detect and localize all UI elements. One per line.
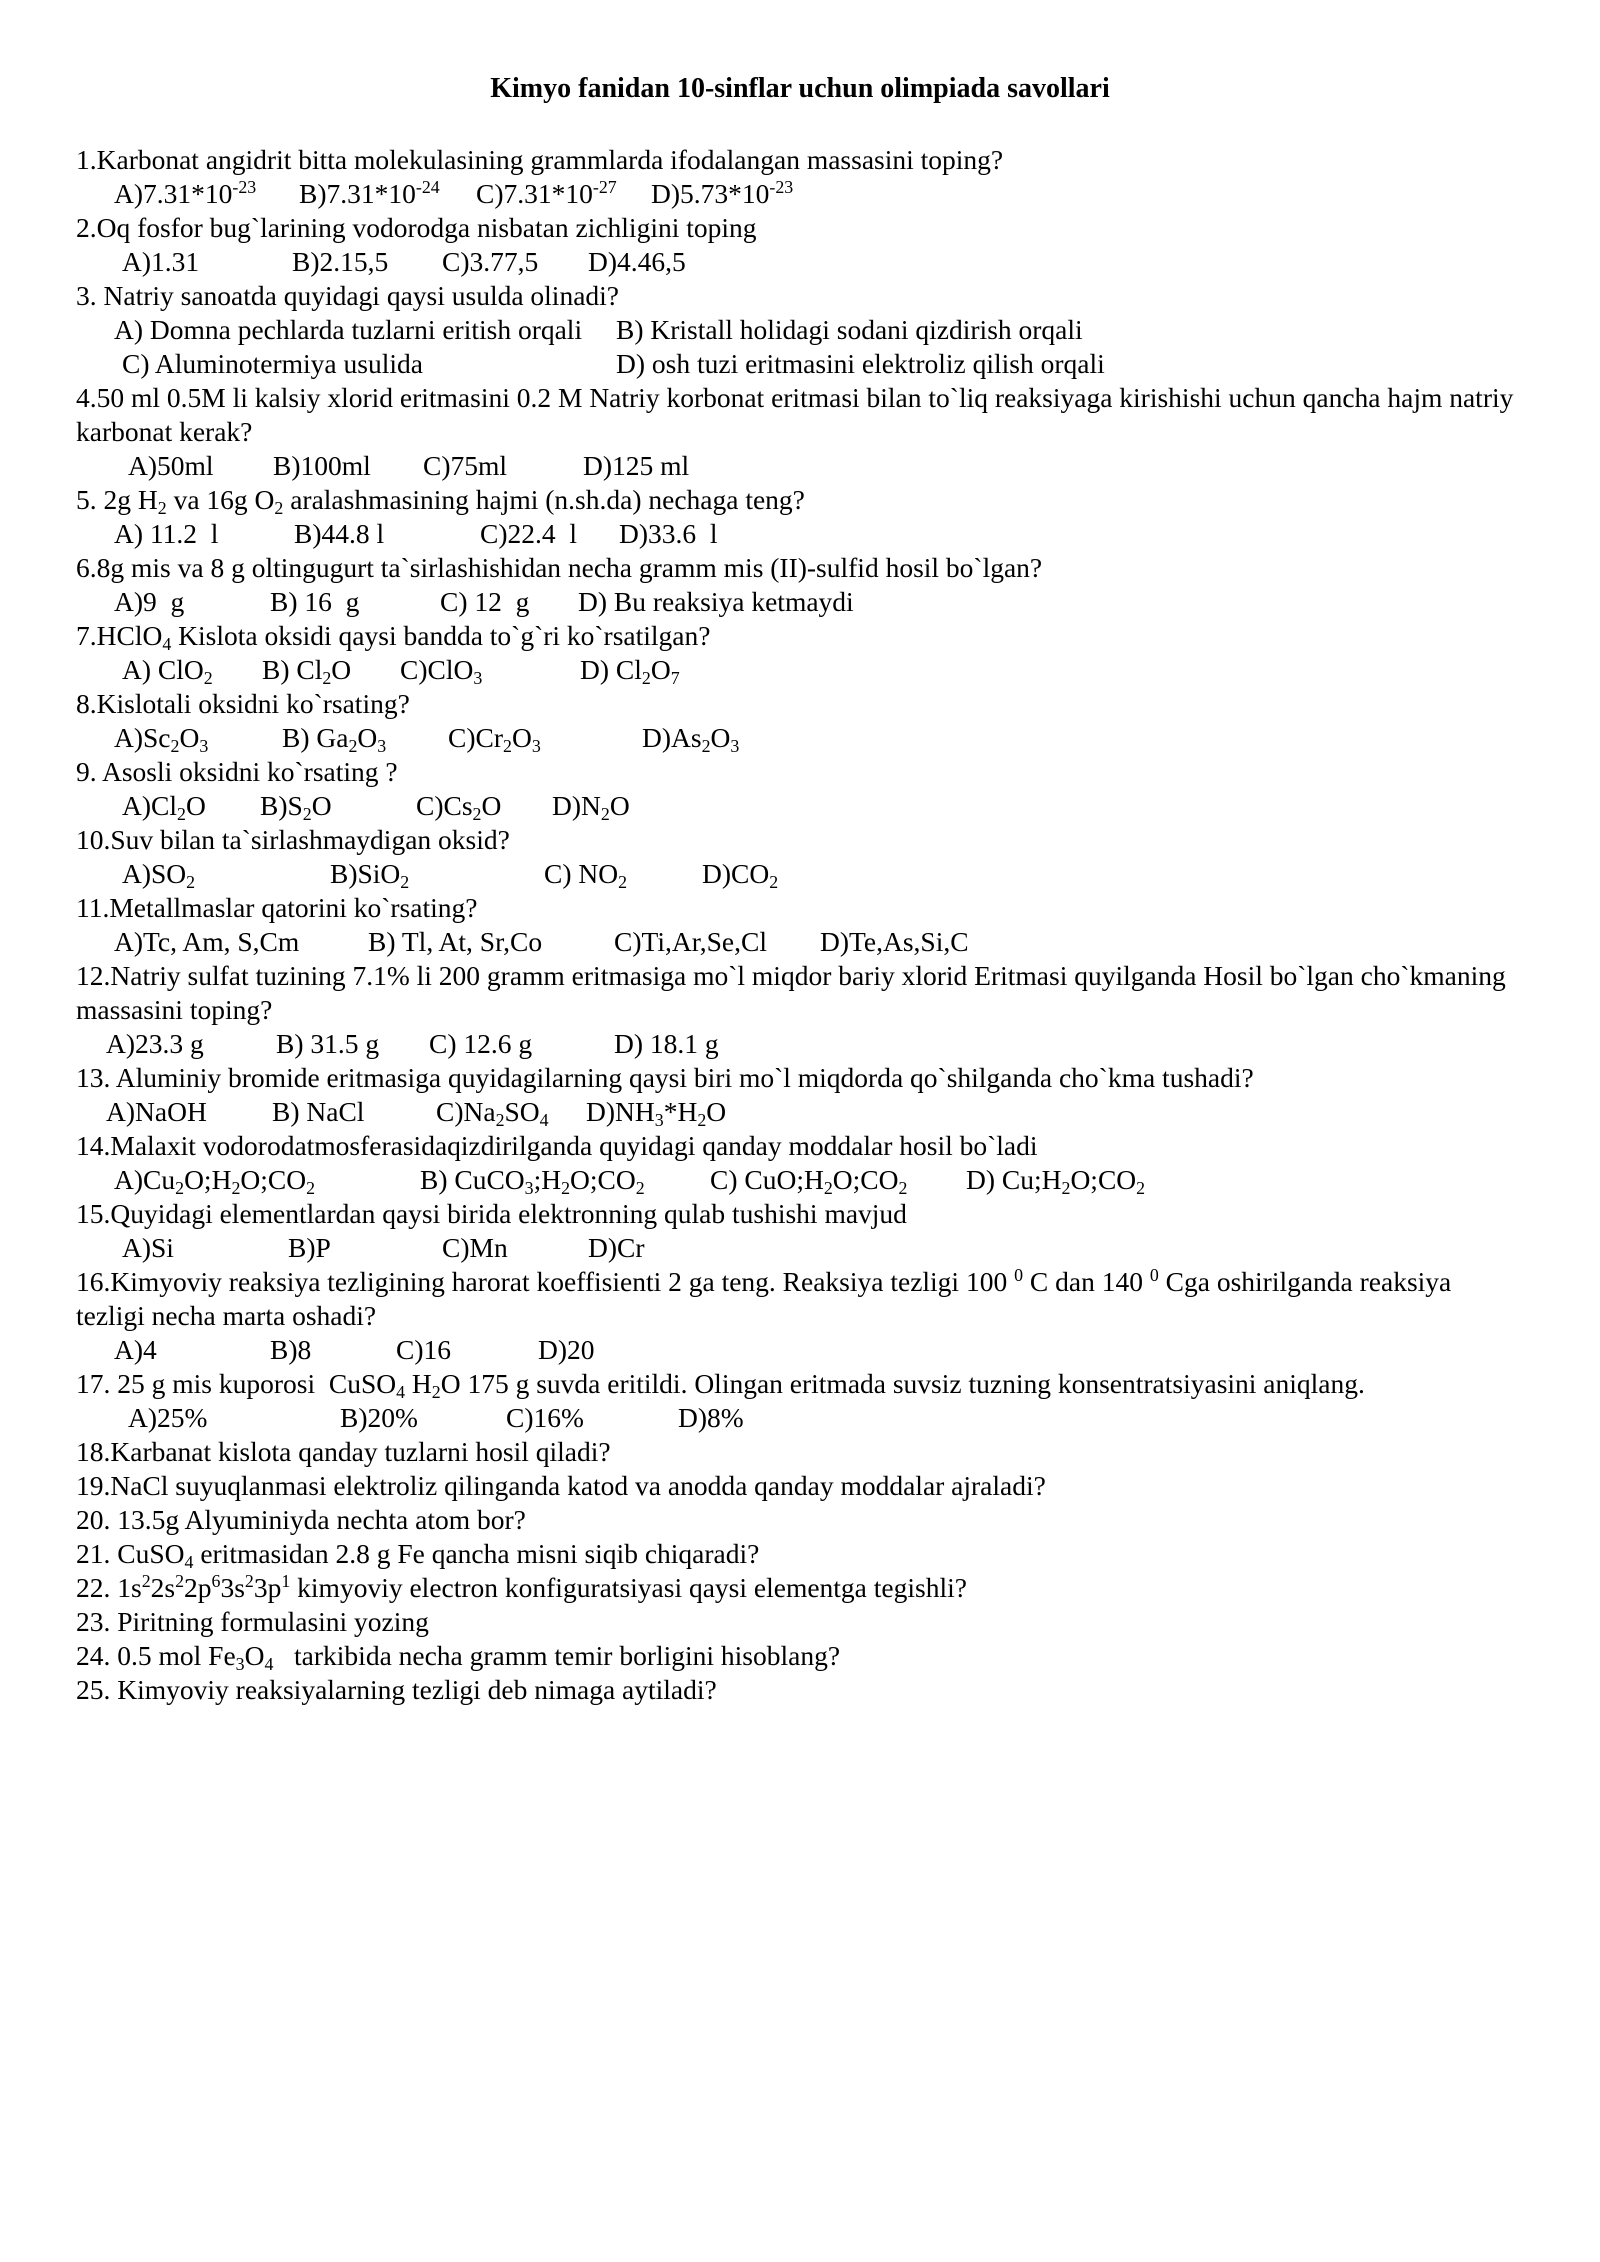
questions-list [76, 143, 1516, 1707]
question-item [76, 619, 1516, 687]
answer-option: B) $Cl_2O$ [262, 654, 352, 688]
answer-option: A)50ml [128, 450, 214, 481]
answer-option: C)22.4 l [480, 518, 578, 549]
answer-option: D)33.6 l [619, 518, 718, 549]
answer-option: A) 11.2 l [114, 518, 219, 549]
answer-option: $C)Na_2SO_4$ [436, 1096, 549, 1130]
question-text: 11.Metallmaslar qatorini ko`rsating? [76, 892, 478, 923]
answer-option: D) osh tuzi eritmasini elektroliz qilish orqali [616, 348, 1105, 379]
answer-options [76, 585, 1516, 619]
question-text: 17. 25 g mis kuporosi CuSO$_4$ $H_2O$ 175 g suvda eritildi. Olingan eritmada suvsiz tuzning konsentratsiyasini aniqlang. [76, 1368, 1365, 1402]
answer-option: A)NaOH [106, 1096, 207, 1127]
answer-option: C)Ti,Ar,Se,Cl [614, 926, 767, 957]
answer-option: C) $CuO;H_2O;CO_2$ [710, 1164, 908, 1198]
answer-options [76, 347, 1516, 381]
answer-option: B)2.15,5 [292, 246, 389, 277]
question-item [76, 1367, 1516, 1435]
answer-options [76, 449, 1516, 483]
answer-options [76, 313, 1516, 347]
answer-option: C)75ml [423, 450, 508, 481]
answer-option: D)125 ml [583, 450, 690, 481]
question-text: 25. Kimyoviy reaksiyalarning tezligi deb nimaga aytiladi? [76, 1674, 717, 1705]
question-text: 4.50 ml 0.5M li kalsiy xlorid eritmasini 0.2 M Natriy korbonat eritmasi bilan to`liq reaksiyaga kirishishi uchun qancha hajm natriy karbonat kerak? [76, 382, 1514, 447]
answer-option: B) Tl, At, Sr,Co [368, 926, 543, 957]
answer-option: $A)SO_2$ [122, 858, 196, 892]
answer-option: A) ClO$_2$ [122, 654, 213, 688]
question-item [76, 1571, 1516, 1605]
question-text: 8.Kislotali oksidni ko`rsating? [76, 688, 410, 719]
question-item [76, 1503, 1516, 1537]
answer-option: C) 12 g [440, 586, 530, 617]
question-item [76, 1435, 1516, 1469]
answer-options [76, 517, 1516, 551]
answer-option: A)1.31 [122, 246, 200, 277]
question-text: 9. Asosli oksidni ko`rsating ? [76, 756, 398, 787]
question-item [76, 143, 1516, 211]
answer-option: D)8% [678, 1402, 744, 1433]
question-text: 1.Karbonat angidrit bitta molekulasining grammlarda ifodalangan massasini toping? [76, 144, 1004, 175]
answer-options [76, 789, 1516, 823]
question-text: 13. Aluminiy bromide eritmasiga quyidagilarning qaysi biri mo`l miqdorda qo`shilganda cho`kma tushadi? [76, 1062, 1254, 1093]
question-text: 18.Karbanat kislota qanday tuzlarni hosil qiladi? [76, 1436, 611, 1467]
question-item [76, 1469, 1516, 1503]
question-text: 21. CuSO$_4$ eritmasidan 2.8 g Fe qancha misni siqib chiqaradi? [76, 1538, 760, 1572]
answer-options [76, 1095, 1516, 1129]
answer-option: $C)Cr_2O_3$ [448, 722, 541, 756]
answer-option: D)Te,As,Si,C [820, 926, 969, 957]
answer-option: D) $Cl_2O_7$ [580, 654, 680, 688]
answer-option: D)Cr [588, 1232, 645, 1263]
question-item [76, 823, 1516, 891]
question-text: 12.Natriy sulfat tuzining 7.1% li 200 gramm eritmasiga mo`l miqdor bariy xlorid Eritmasi quyilganda Hosil bo`lgan cho`kmaning massasini toping? [76, 960, 1506, 1025]
answer-option: A)Si [122, 1232, 174, 1263]
answer-option: A)Tc, Am, S,Cm [114, 926, 300, 957]
question-text: 24. 0.5 mol $Fe_3O_4$ tarkibida necha gramm temir borligini hisoblang? [76, 1640, 841, 1674]
answer-option: $D)NH_3*H_2O$ [586, 1096, 727, 1130]
answer-option: $C)Cs_2O$ [416, 790, 502, 824]
question-text: 7.HClO$_4$ Kislota oksidi qaysi bandda to`g`ri ko`rsatilgan? [76, 620, 711, 654]
question-text: 19.NaCl suyuqlanmasi elektroliz qilinganda katod va anodda qanday moddalar ajraladi? [76, 1470, 1046, 1501]
answer-option: $B)S_2O$ [260, 790, 332, 824]
answer-options [76, 721, 1516, 755]
question-text: 10.Suv bilan ta`sirlashmaydigan oksid? [76, 824, 510, 855]
answer-option: C)3.77,5 [442, 246, 539, 277]
question-item [76, 755, 1516, 823]
question-item [76, 211, 1516, 279]
question-item [76, 959, 1516, 1061]
answer-option: B)20% [340, 1402, 418, 1433]
answer-options [76, 1231, 1516, 1265]
answer-option: B) 31.5 g [276, 1028, 380, 1059]
question-text: 16.Kimyoviy reaksiya tezligining harorat koeffisienti 2 ga teng. Reaksiya tezligi 100 $^0$ C dan 140 $^0$ Cga oshirilganda reaksiya tezligi necha marta oshadi? [76, 1265, 1452, 1331]
answer-option: $C)7.31*10^{-27}$ [476, 177, 617, 209]
answer-options [76, 177, 1516, 211]
answer-option: $D)As_2O_3$ [642, 722, 740, 756]
question-item [76, 891, 1516, 959]
answer-option: B)SiO$_2$ [330, 858, 410, 892]
answer-option: B)P [288, 1232, 331, 1263]
answer-option: C)16% [506, 1402, 584, 1433]
answer-option: B) 16 g [270, 586, 360, 617]
answer-option: C) 12.6 g [429, 1028, 533, 1059]
answer-option: A)25% [128, 1402, 208, 1433]
question-item [76, 1673, 1516, 1707]
question-item [76, 1265, 1516, 1367]
answer-options [76, 653, 1516, 687]
answer-options [76, 1333, 1516, 1367]
answer-option: B)44.8 l [294, 518, 385, 549]
question-text: 20. 13.5g Alyuminiyda nechta atom bor? [76, 1504, 526, 1535]
question-item [76, 483, 1516, 551]
answer-option: B) $Ga_2O_3$ [282, 722, 387, 756]
question-text: 6.8g mis va 8 g oltingugurt ta`sirlashishidan necha gramm mis (II)-sulfid hosil bo`lgan? [76, 552, 1043, 583]
answer-option: A)9 g [114, 586, 185, 617]
answer-option: C)Mn [442, 1232, 508, 1263]
answer-options [76, 1401, 1516, 1435]
question-item [76, 687, 1516, 755]
answer-option: $A)Cl_2O$ [122, 790, 206, 824]
answer-option: $D)CO_2$ [702, 858, 779, 892]
question-text: 3. Natriy sanoatda quyidagi qaysi usulda olinadi? [76, 280, 620, 311]
question-text: 14.Malaxit vodorodatmosferasidaqizdirilganda quyidagi qanday moddalar hosil bo`ladi [76, 1130, 1038, 1161]
answer-option: $B)7.31*10^{-24}$ [299, 177, 440, 209]
question-item [76, 1197, 1516, 1265]
answer-option: $A)Sc_2O_3$ [114, 722, 209, 756]
question-item [76, 381, 1516, 483]
answer-option: C)ClO$_3$ [400, 654, 483, 688]
question-text: 23. Piritning formulasini yozing [76, 1606, 429, 1637]
answer-option: D) 18.1 g [614, 1028, 719, 1059]
answer-options [76, 1027, 1516, 1061]
answer-option: B)100ml [273, 450, 371, 481]
answer-option: D) Bu reaksiya ketmaydi [578, 586, 854, 617]
answer-option: B) Kristall holidagi sodani qizdirish orqali [616, 314, 1083, 345]
question-text: 2.Oq fosfor bug`larining vodorodga nisbatan zichligini toping [76, 212, 757, 243]
answer-option: D)20 [538, 1334, 595, 1365]
answer-option: C) Aluminotermiya usulida [122, 348, 423, 379]
question-item [76, 551, 1516, 619]
answer-option: B) NaCl [272, 1096, 365, 1127]
question-item [76, 1129, 1516, 1197]
question-item [76, 279, 1516, 381]
question-text: 5. 2g $H_2$ va 16g $O_2$ aralashmasining hajmi (n.sh.da) nechaga teng? [76, 484, 805, 518]
answer-option: A)4 [114, 1334, 157, 1365]
answer-option: D)4.46,5 [588, 246, 686, 277]
question-text: 22. $1s^22s^22p^63s^23p^1$ kimyoviy electron konfiguratsiyasi qaysi elementga tegishli? [76, 1571, 967, 1603]
answer-option: $A)7.31*10^{-23}$ [114, 177, 257, 209]
answer-option: $D)N_2O$ [552, 790, 630, 824]
answer-options [76, 925, 1516, 959]
page-title: Kimyo fanidan 10-sinflar uchun olimpiada savollari [490, 73, 1110, 104]
answer-option: A) Domna pechlarda tuzlarni eritish orqali [114, 314, 583, 345]
answer-option: C) $NO_2$ [544, 858, 628, 892]
answer-option: A)23.3 g [106, 1028, 204, 1059]
question-item [76, 1605, 1516, 1639]
question-item [76, 1639, 1516, 1673]
answer-option: C)16 [396, 1334, 451, 1365]
answer-option: B) $CuCO_3;H_2O;CO_2$ [420, 1164, 645, 1198]
answer-option: $D)5.73*10^{-23}$ [651, 177, 794, 209]
answer-options [76, 245, 1516, 279]
question-item [76, 1537, 1516, 1571]
answer-option: D) $Cu;H_2O;CO_2$ [966, 1164, 1146, 1198]
question-text: 15.Quyidagi elementlardan qaysi birida elektronning qulab tushishi mavjud [76, 1198, 907, 1229]
answer-option: $A)Cu_2O;H_2O;CO_2$ [114, 1164, 316, 1198]
answer-options [76, 857, 1516, 891]
answer-option: B)8 [270, 1334, 312, 1365]
answer-options [76, 1163, 1516, 1197]
question-item [76, 1061, 1516, 1129]
